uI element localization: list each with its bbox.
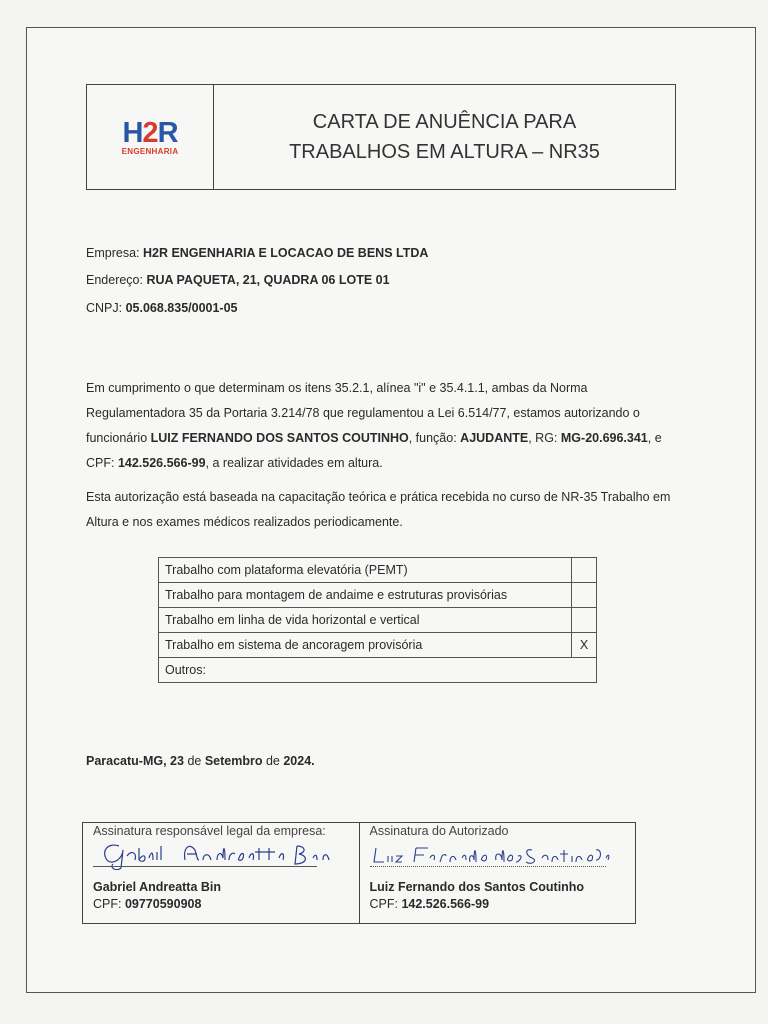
company-signer-cpf [93, 897, 201, 911]
others-label: Outros: [159, 658, 597, 683]
cpf-value: 09770590908 [124, 897, 202, 911]
date-de-1: de [183, 754, 205, 768]
authorized-signer-cpf [370, 897, 490, 911]
authorized-signer-name: Luiz Fernando dos Santos Coutinho [369, 880, 585, 894]
company-signature-label: Assinatura responsável legal da empresa: [93, 824, 326, 838]
table-row [159, 558, 597, 583]
cpf-value: 142.526.566-99 [401, 897, 490, 911]
cnpj-label: CNPJ: [86, 301, 126, 315]
option-label: Trabalho para montagem de andaime e estruturas provisórias [159, 583, 572, 608]
employee-rg: MG-20.696.341 [560, 431, 648, 445]
logo-letter-h: H [122, 116, 143, 149]
option-mark: X [572, 633, 597, 658]
company-signer-name: Gabriel Andreatta Bin [93, 880, 222, 894]
empresa-line [86, 246, 428, 260]
basis-paragraph: Esta autorização está baseada na capacitação teórica e prática recebida no curso de NR-35 Trabalho em Altura e nos exames médicos realizados periodicamente. [86, 490, 671, 529]
work-types-table [158, 557, 597, 683]
empresa-value: H2R ENGENHARIA E LOCACAO DE BENS LTDA [142, 246, 429, 260]
title-line-2: TRABALHOS EM ALTURA – NR35 [289, 141, 600, 163]
p1-text-b: , função: [408, 431, 461, 445]
title-line-1: CARTA DE ANUÊNCIA PARA [312, 111, 577, 133]
option-mark [572, 608, 597, 633]
date-line [86, 754, 315, 768]
logo-digit-2: 2 [142, 116, 158, 149]
employee-name: LUIZ FERNANDO DOS SANTOS COUTINHO [150, 431, 409, 445]
employee-cpf: 142.526.566-99 [117, 456, 206, 470]
document-header [86, 84, 676, 190]
company-signature-column [83, 823, 359, 923]
cnpj-value: 05.068.835/0001-05 [125, 301, 238, 315]
empresa-label: Empresa: [86, 246, 143, 260]
company-signature-line [93, 866, 317, 867]
endereco-label: Endereço: [86, 273, 147, 287]
table-row [159, 608, 597, 633]
date-city-day: Paracatu-MG, 23 [86, 754, 184, 768]
table-row [159, 658, 597, 683]
cpf-label: CPF: [93, 897, 125, 911]
company-logo [87, 85, 214, 189]
option-label: Trabalho com plataforma elevatória (PEMT) [159, 558, 572, 583]
date-month: Setembro [204, 754, 263, 768]
document-title [214, 85, 675, 189]
cpf-label: CPF: [369, 897, 402, 911]
table-row [159, 583, 597, 608]
employee-role: AJUDANTE [460, 431, 529, 445]
option-mark [572, 558, 597, 583]
authorized-signature-label: Assinatura do Autorizado [369, 824, 509, 838]
date-de-2: de [262, 754, 284, 768]
p1-text-a: Em cumprimento o que determinam os itens 35.2.1, alínea "i" e 35.4.1.1, ambas da Norma Regulamentadora 35 da Portaria 3.214/78 que regulamentou a Lei 6.514/77, estamos autorizando o funcionário [86, 381, 640, 445]
logo-subtitle: ENGENHARIA [121, 146, 179, 156]
option-mark [572, 583, 597, 608]
logo-letter-r: R [157, 116, 178, 149]
p1-text-d: , e CPF: [86, 431, 662, 470]
option-label: Trabalho em linha de vida horizontal e vertical [159, 608, 572, 633]
endereco-line [86, 273, 390, 287]
authorization-paragraph [86, 376, 676, 476]
option-label: Trabalho em sistema de ancoragem provisória [159, 633, 572, 658]
cnpj-line [86, 301, 238, 315]
authorized-signature-line [370, 866, 606, 867]
authorized-signature-column [359, 823, 636, 923]
table-row [159, 633, 597, 658]
signature-box [82, 822, 636, 924]
p1-text-e: , a realizar atividades em altura. [205, 456, 383, 470]
p1-text-c: , RG: [528, 431, 561, 445]
date-year: 2024. [283, 754, 315, 768]
endereco-value: RUA PAQUETA, 21, QUADRA 06 LOTE 01 [146, 273, 390, 287]
